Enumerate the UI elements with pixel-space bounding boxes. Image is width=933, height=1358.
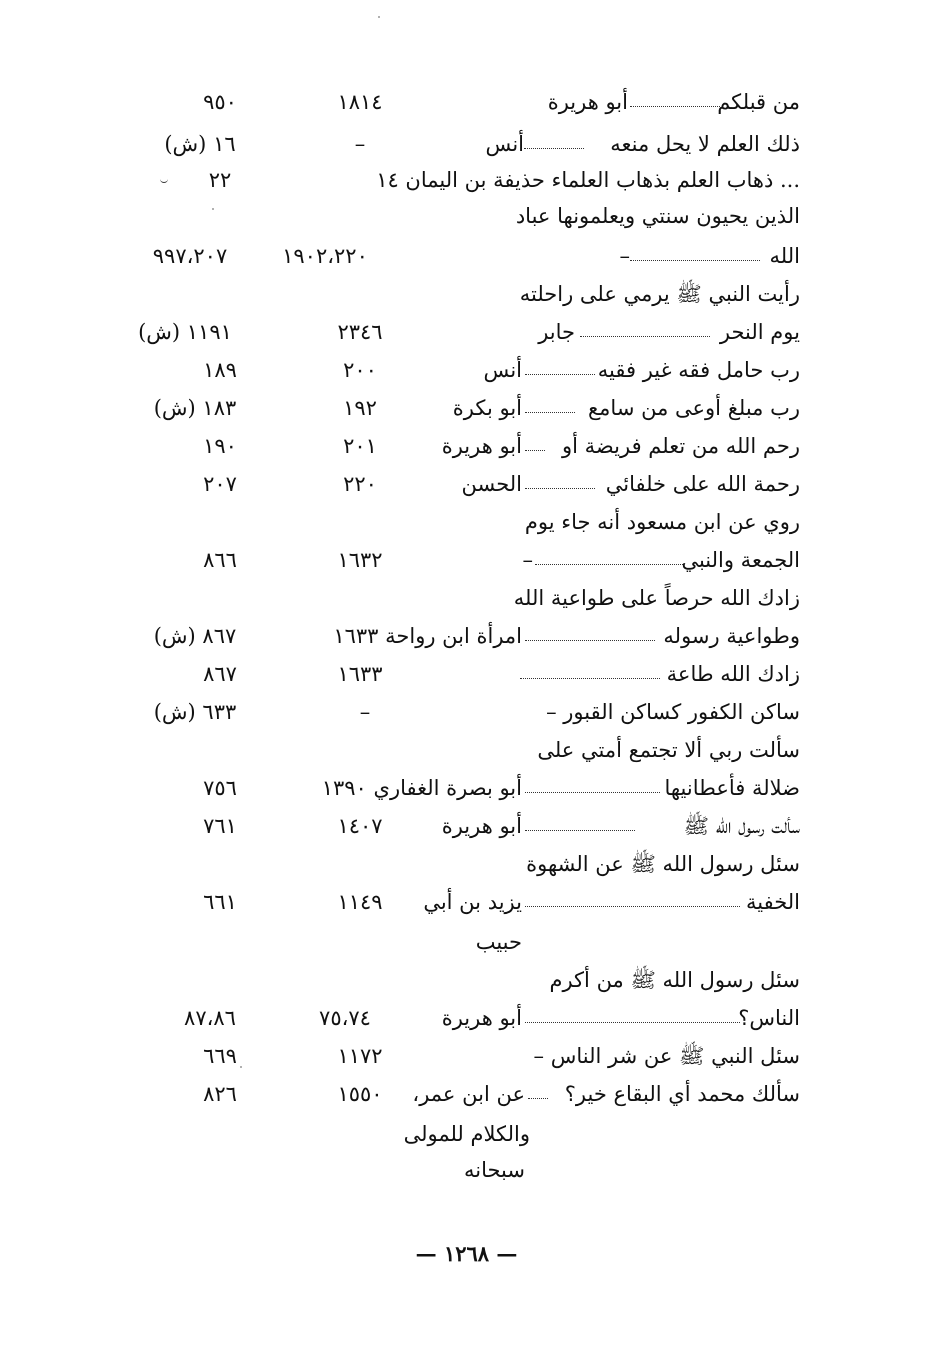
narrator-continuation bbox=[130, 1152, 800, 1188]
dot-leader bbox=[525, 906, 740, 907]
index-entry bbox=[130, 1076, 800, 1112]
narrator: أنس bbox=[485, 132, 524, 156]
narrator: أبو بصرة الغفاري ١٣٩٠ bbox=[321, 776, 522, 800]
page-ref: ٨٧،٨٦ bbox=[184, 1006, 236, 1030]
index-entry bbox=[130, 580, 800, 616]
hadith-text: يوم النحر bbox=[719, 320, 800, 344]
hadith-text: رحم الله من تعلم فريضة أو bbox=[562, 434, 800, 458]
index-entry bbox=[130, 770, 800, 806]
page-ref: ١٨٩ bbox=[203, 358, 237, 382]
hadith-text: زادك الله طاعة bbox=[666, 662, 800, 686]
narrator: عن ابن عمر، bbox=[412, 1082, 525, 1106]
page-ref: ٢٠٧ bbox=[203, 472, 237, 496]
narrator: والكلام للمولى bbox=[403, 1122, 530, 1146]
index-entry bbox=[130, 656, 800, 692]
hadith-text: سألت رسول الله ﷺ bbox=[683, 814, 800, 838]
hadith-number: ٢٢٠ bbox=[343, 472, 377, 496]
hadith-text: الله bbox=[769, 244, 800, 268]
hadith-number: ١١٤٩ bbox=[337, 890, 383, 914]
index-entry bbox=[130, 504, 800, 540]
index-entry bbox=[130, 846, 800, 882]
hadith-number: ١٦٣٣ bbox=[337, 662, 383, 686]
index-entry bbox=[130, 962, 800, 998]
index-entry bbox=[130, 238, 800, 274]
hadith-number: ١٩٠٢،٢٢٠ bbox=[282, 244, 368, 268]
page-ref: ٧٥٦ bbox=[203, 776, 237, 800]
hadith-number: ٢٣٤٦ bbox=[337, 320, 383, 344]
hadith-text: ذلك العلم لا يحل منعه bbox=[610, 132, 800, 156]
page-ref: ٩٩٧،٢٠٧ bbox=[152, 244, 228, 268]
page-ref: ١٨٣ (ش) bbox=[153, 396, 237, 420]
narrator: حبيب bbox=[475, 930, 522, 954]
hadith-number: – bbox=[359, 700, 371, 724]
hadith-text: سئل رسول الله ﷺ من أكرم bbox=[549, 968, 800, 992]
page-number: — ١٢٦٨ — bbox=[415, 1241, 518, 1266]
narrator-continuation bbox=[130, 924, 800, 960]
index-entry bbox=[130, 618, 800, 654]
dot-leader bbox=[580, 336, 710, 337]
narrator: امرأة ابن رواحة ١٦٣٣ bbox=[333, 624, 522, 648]
page-ref: ٦٦٩ bbox=[203, 1044, 237, 1068]
page-ref: ٦٣٣ (ش) bbox=[153, 700, 237, 724]
index-entry bbox=[130, 1038, 800, 1074]
index-entry bbox=[130, 352, 800, 388]
hadith-text: من قبلكم bbox=[717, 90, 800, 114]
index-entry bbox=[130, 466, 800, 502]
index-entry bbox=[130, 428, 800, 464]
narrator: سبحانه bbox=[464, 1158, 525, 1182]
index-entry bbox=[130, 694, 800, 730]
page-ref: ٧٦١ bbox=[203, 814, 237, 838]
narrator: أبو هريرة bbox=[441, 814, 522, 838]
dot-leader bbox=[525, 640, 655, 641]
index-entry bbox=[130, 808, 800, 844]
dot-leader bbox=[525, 450, 545, 451]
index-entry bbox=[130, 84, 800, 120]
hadith-number: ٢٠١ bbox=[343, 434, 377, 458]
hadith-number: ١٦٣٢ bbox=[337, 548, 383, 572]
narrator: أبو هريرة bbox=[441, 1006, 522, 1030]
index-entry bbox=[130, 276, 800, 312]
narrator-continuation bbox=[130, 1116, 800, 1152]
dot-leader bbox=[520, 678, 660, 679]
hadith-text: سئل النبي ﷺ عن شر الناس – bbox=[533, 1044, 800, 1068]
hadith-text: الناس؟ bbox=[738, 1006, 800, 1030]
page-ref: ٦٦١ bbox=[203, 890, 237, 914]
dot-leader bbox=[525, 792, 660, 793]
page-ref: ٨٢٦ bbox=[203, 1082, 237, 1106]
dot-leader bbox=[525, 412, 575, 413]
hadith-text: روي عن ابن مسعود أنه جاء يوم bbox=[524, 510, 800, 534]
dot-leader bbox=[535, 564, 685, 565]
index-entry bbox=[130, 732, 800, 768]
narrator: يزيد بن أبي bbox=[423, 890, 522, 914]
scan-speck bbox=[240, 1066, 242, 1068]
page-ref: ٨٦٦ bbox=[203, 548, 237, 572]
dot-leader bbox=[630, 260, 760, 261]
hadith-text: الذين يحيون سنتي ويعلمونها عباد bbox=[515, 204, 800, 228]
narrator: – bbox=[619, 244, 630, 268]
hadith-number: – bbox=[354, 132, 366, 156]
hadith-text: الجمعة والنبي bbox=[681, 548, 800, 572]
scan-speck bbox=[378, 16, 380, 18]
dot-leader bbox=[525, 488, 595, 489]
narrator: جابر bbox=[538, 320, 575, 344]
hadith-text: ضلالة فأعطانيها bbox=[664, 776, 800, 800]
hadith-number: ١٥٥٠ bbox=[337, 1082, 383, 1106]
index-entry bbox=[130, 314, 800, 350]
dot-leader bbox=[525, 1022, 740, 1023]
narrator: الحسن bbox=[461, 472, 522, 496]
hadith-text: وطواعية رسوله bbox=[663, 624, 800, 648]
narrator: أنس bbox=[483, 358, 522, 382]
hadith-text: سئل رسول الله ﷺ عن الشهوة bbox=[526, 852, 800, 876]
hadith-text: الخفية bbox=[745, 890, 800, 914]
narrator: أبو هريرة bbox=[441, 434, 522, 458]
hadith-number: ١٤٠٧ bbox=[337, 814, 383, 838]
hadith-number: ٧٥،٧٤ bbox=[319, 1006, 371, 1030]
hadith-text: ساكن الكفور كساكن القبور – bbox=[546, 700, 800, 724]
dot-leader bbox=[528, 1098, 548, 1099]
scan-speck bbox=[212, 208, 214, 210]
hadith-text: رحمة الله على خلفائي bbox=[605, 472, 800, 496]
hadith-text: سألت ربي ألا تجتمع أمتي على bbox=[537, 738, 800, 762]
hadith-number: ١٨١٤ bbox=[337, 90, 383, 114]
index-entry bbox=[130, 198, 800, 234]
index-entry bbox=[130, 884, 800, 920]
hadith-text: زادك الله حرصاً على طواعية الله bbox=[513, 586, 800, 610]
page-ref: ١٦ (ش) bbox=[164, 132, 236, 156]
index-entry bbox=[130, 390, 800, 426]
page-ref: ٢٢ bbox=[208, 168, 232, 192]
hadith-number: ٢٠٠ bbox=[343, 358, 377, 382]
hadith-text: سألك محمد أي البقاع خير؟ bbox=[564, 1082, 800, 1106]
narrator: – bbox=[522, 548, 533, 572]
index-entry bbox=[130, 542, 800, 578]
hadith-text: ... ذهاب العلم بذهاب العلماء حذيفة بن اليمان ١٤ bbox=[376, 168, 800, 192]
hadith-number: ١٩٢ bbox=[343, 396, 377, 420]
dot-leader bbox=[524, 148, 584, 149]
page-ref: ٨٦٧ (ش) bbox=[153, 624, 237, 648]
page-ref: ١١٩١ (ش) bbox=[138, 320, 232, 344]
hadith-text: رب مبلغ أوعى من سامع bbox=[588, 396, 800, 420]
dot-leader bbox=[630, 106, 720, 107]
narrator: أبو بكرة bbox=[452, 396, 522, 420]
index-entry bbox=[130, 162, 800, 198]
dot-leader bbox=[525, 374, 595, 375]
index-entry bbox=[130, 1000, 800, 1036]
hadith-text: رأيت النبي ﷺ يرمي على راحلته bbox=[519, 282, 800, 306]
page-ref: ٩٥٠ bbox=[203, 90, 237, 114]
page-ref: ٨٦٧ bbox=[203, 662, 237, 686]
dot-leader bbox=[525, 830, 635, 831]
hadith-text: رب حامل فقه غير فقيه bbox=[597, 358, 800, 382]
hadith-number: ١١٧٢ bbox=[337, 1044, 383, 1068]
index-entry bbox=[130, 126, 800, 162]
narrator: أبو هريرة bbox=[547, 90, 628, 114]
page-ref: ١٩٠ bbox=[203, 434, 237, 458]
